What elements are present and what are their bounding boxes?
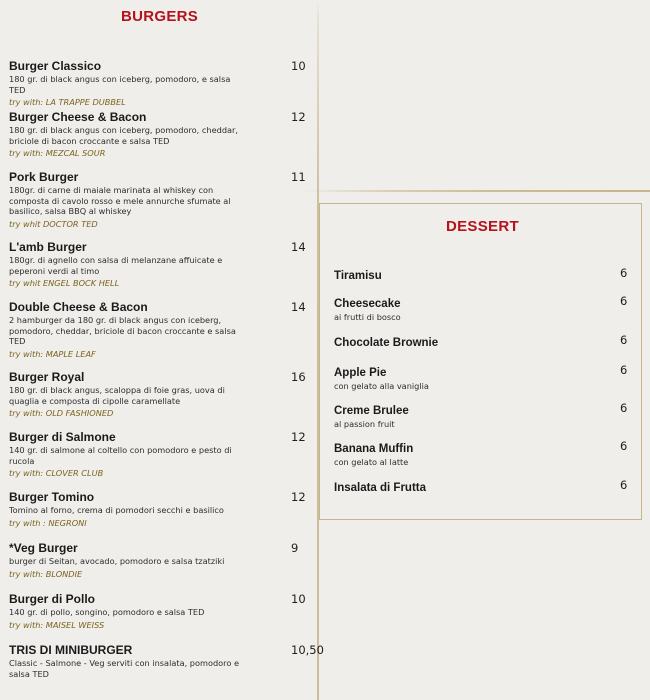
dessert-item — [334, 363, 634, 392]
burger-item — [9, 240, 309, 289]
pairing-drink: MAISEL WEISS — [45, 619, 105, 630]
decorative-horizontal-rule — [300, 190, 650, 192]
dessert-price: 6 — [620, 363, 628, 377]
burger-name: Double Cheese & Bacon — [9, 300, 148, 314]
burger-item — [9, 110, 309, 159]
burger-item — [9, 170, 309, 230]
drink-pairing — [9, 148, 309, 159]
dessert-frame — [319, 203, 642, 520]
drink-pairing — [9, 278, 309, 289]
burger-price: 12 — [291, 110, 306, 124]
burger-item — [9, 59, 309, 108]
burger-description: Tomino al forno, crema di pomodori secchi e basilico — [9, 505, 224, 515]
burger-description: 180gr. di agnello con salsa di melanzane affuicate e peperoni verdi al timo — [9, 255, 223, 276]
dessert-subtitle: ai frutti di bosco — [334, 312, 401, 322]
burger-name: Burger Royal — [9, 370, 85, 384]
burger-price: 11 — [291, 170, 306, 184]
pairing-prefix: try with: — [9, 568, 46, 579]
burger-description: 2 hamburger da 180 gr. di black angus con iceberg, pomodoro, cheddar, briciole di bacon croccante e salsa TED — [9, 315, 236, 346]
burger-price: 12 — [291, 430, 306, 444]
burger-price: 12 — [291, 490, 306, 504]
burger-item — [9, 592, 309, 631]
pairing-drink: MAPLE LEAF — [45, 348, 96, 359]
drink-pairing — [9, 97, 309, 108]
burger-description: Classic - Salmone - Veg serviti con insalata, pomodoro e salsa TED — [9, 658, 240, 679]
dessert-price: 6 — [620, 478, 628, 492]
burger-name: *Veg Burger — [9, 541, 78, 555]
dessert-subtitle: con gelato al latte — [334, 457, 409, 467]
burger-price: 16 — [291, 370, 306, 384]
dessert-price: 6 — [620, 401, 628, 415]
dessert-name: Insalata di Frutta — [334, 482, 427, 494]
dessert-price: 6 — [620, 333, 628, 347]
burger-item — [9, 430, 309, 479]
dessert-item — [334, 401, 634, 430]
pairing-prefix: try with: — [9, 619, 46, 630]
dessert-name: Cheesecake — [334, 298, 401, 310]
burger-name: Burger di Pollo — [9, 592, 96, 606]
dessert-price: 6 — [620, 266, 628, 280]
burger-price: 9 — [291, 541, 299, 555]
pairing-drink: OLD FASHIONED — [45, 408, 114, 418]
burger-name: L'amb Burger — [9, 240, 87, 254]
burger-price: 10 — [291, 592, 306, 606]
pairing-drink: DOCTOR TED — [43, 218, 98, 229]
dessert-name: Chocolate Brownie — [334, 337, 439, 349]
burger-name: Burger Classico — [9, 59, 102, 73]
dessert-item — [334, 439, 634, 468]
drink-pairing — [9, 349, 309, 360]
dessert-item — [334, 478, 634, 495]
pairing-drink: NEGRONI — [48, 517, 87, 528]
drink-pairing — [9, 518, 309, 529]
pairing-drink: ENGEL BOCK HELL — [43, 278, 120, 288]
burgers-section-title: BURGERS — [121, 8, 199, 25]
pairing-prefix: try with : — [9, 517, 49, 528]
dessert-name: Creme Brulee — [334, 405, 409, 417]
burger-item — [9, 370, 309, 419]
burger-description: 180 gr. di black angus con iceberg, pomodoro, cheddar, briciole di bacon croccante e salsa TED — [9, 125, 238, 146]
burger-item — [9, 541, 309, 580]
dessert-subtitle: con gelato alla vaniglia — [334, 381, 429, 391]
burger-description: 180 gr. di black angus, scaloppa di foie gras, uova di quaglia e composta di cipolle caramellate — [9, 385, 225, 406]
dessert-name: Banana Muffin — [334, 443, 414, 455]
pairing-prefix: try with: — [9, 348, 46, 359]
pairing-prefix: try with: — [9, 468, 46, 478]
burger-price: 14 — [291, 300, 306, 314]
pairing-drink: LA TRAPPE DUBBEL — [45, 97, 126, 107]
drink-pairing — [9, 620, 309, 631]
dessert-name: Apple Pie — [334, 367, 387, 379]
burger-description: 140 gr. di salmone al coltello con pomodoro e pesto di rucola — [9, 445, 232, 466]
drink-pairing — [9, 468, 309, 479]
dessert-price: 6 — [620, 294, 628, 308]
drink-pairing — [9, 569, 309, 580]
drink-pairing — [9, 219, 309, 230]
pairing-drink: MEZCAL SOUR — [45, 148, 106, 158]
dessert-item — [334, 266, 634, 283]
burger-description: burger di Seitan, avocado, pomodoro e salsa tzatziki — [9, 556, 225, 566]
burger-name: Burger Cheese & Bacon — [9, 110, 147, 124]
pairing-prefix: try with: — [9, 408, 46, 418]
burger-name: Pork Burger — [9, 170, 79, 184]
pairing-prefix: try with: — [9, 97, 46, 107]
burger-price: 10,50 — [291, 643, 324, 657]
dessert-section-title: DESSERT — [446, 218, 519, 235]
pairing-prefix: try whit — [9, 278, 43, 288]
pairing-drink: BLONDIE — [45, 568, 83, 579]
drink-pairing — [9, 408, 309, 419]
burger-item — [9, 490, 309, 529]
pairing-prefix: try with: — [9, 148, 46, 158]
dessert-name: Tiramisu — [334, 270, 382, 282]
burger-name: Burger Tomino — [9, 490, 95, 504]
dessert-item — [334, 294, 634, 323]
burger-price: 10 — [291, 59, 306, 73]
burger-name: Burger di Salmone — [9, 430, 116, 444]
pairing-prefix: try whit — [9, 218, 43, 229]
burger-name: TRIS DI MINIBURGER — [9, 643, 133, 657]
pairing-drink: CLOVER CLUB — [45, 468, 104, 478]
burger-description: 140 gr. di pollo, songino, pomodoro e salsa TED — [9, 607, 205, 617]
burger-description: 180 gr. di black angus con iceberg, pomodoro, e salsa TED — [9, 74, 231, 95]
dessert-item — [334, 333, 634, 350]
burger-item — [9, 300, 309, 360]
dessert-subtitle: al passion fruit — [334, 419, 395, 429]
burger-price: 14 — [291, 240, 306, 254]
burger-description: 180gr. di carne di maiale marinata al whiskey con composta di cavolo rosso e mele annurche sfumate al basilico, salsa BBQ al whiskey — [9, 185, 231, 216]
dessert-price: 6 — [620, 439, 628, 453]
burger-item — [9, 643, 324, 679]
